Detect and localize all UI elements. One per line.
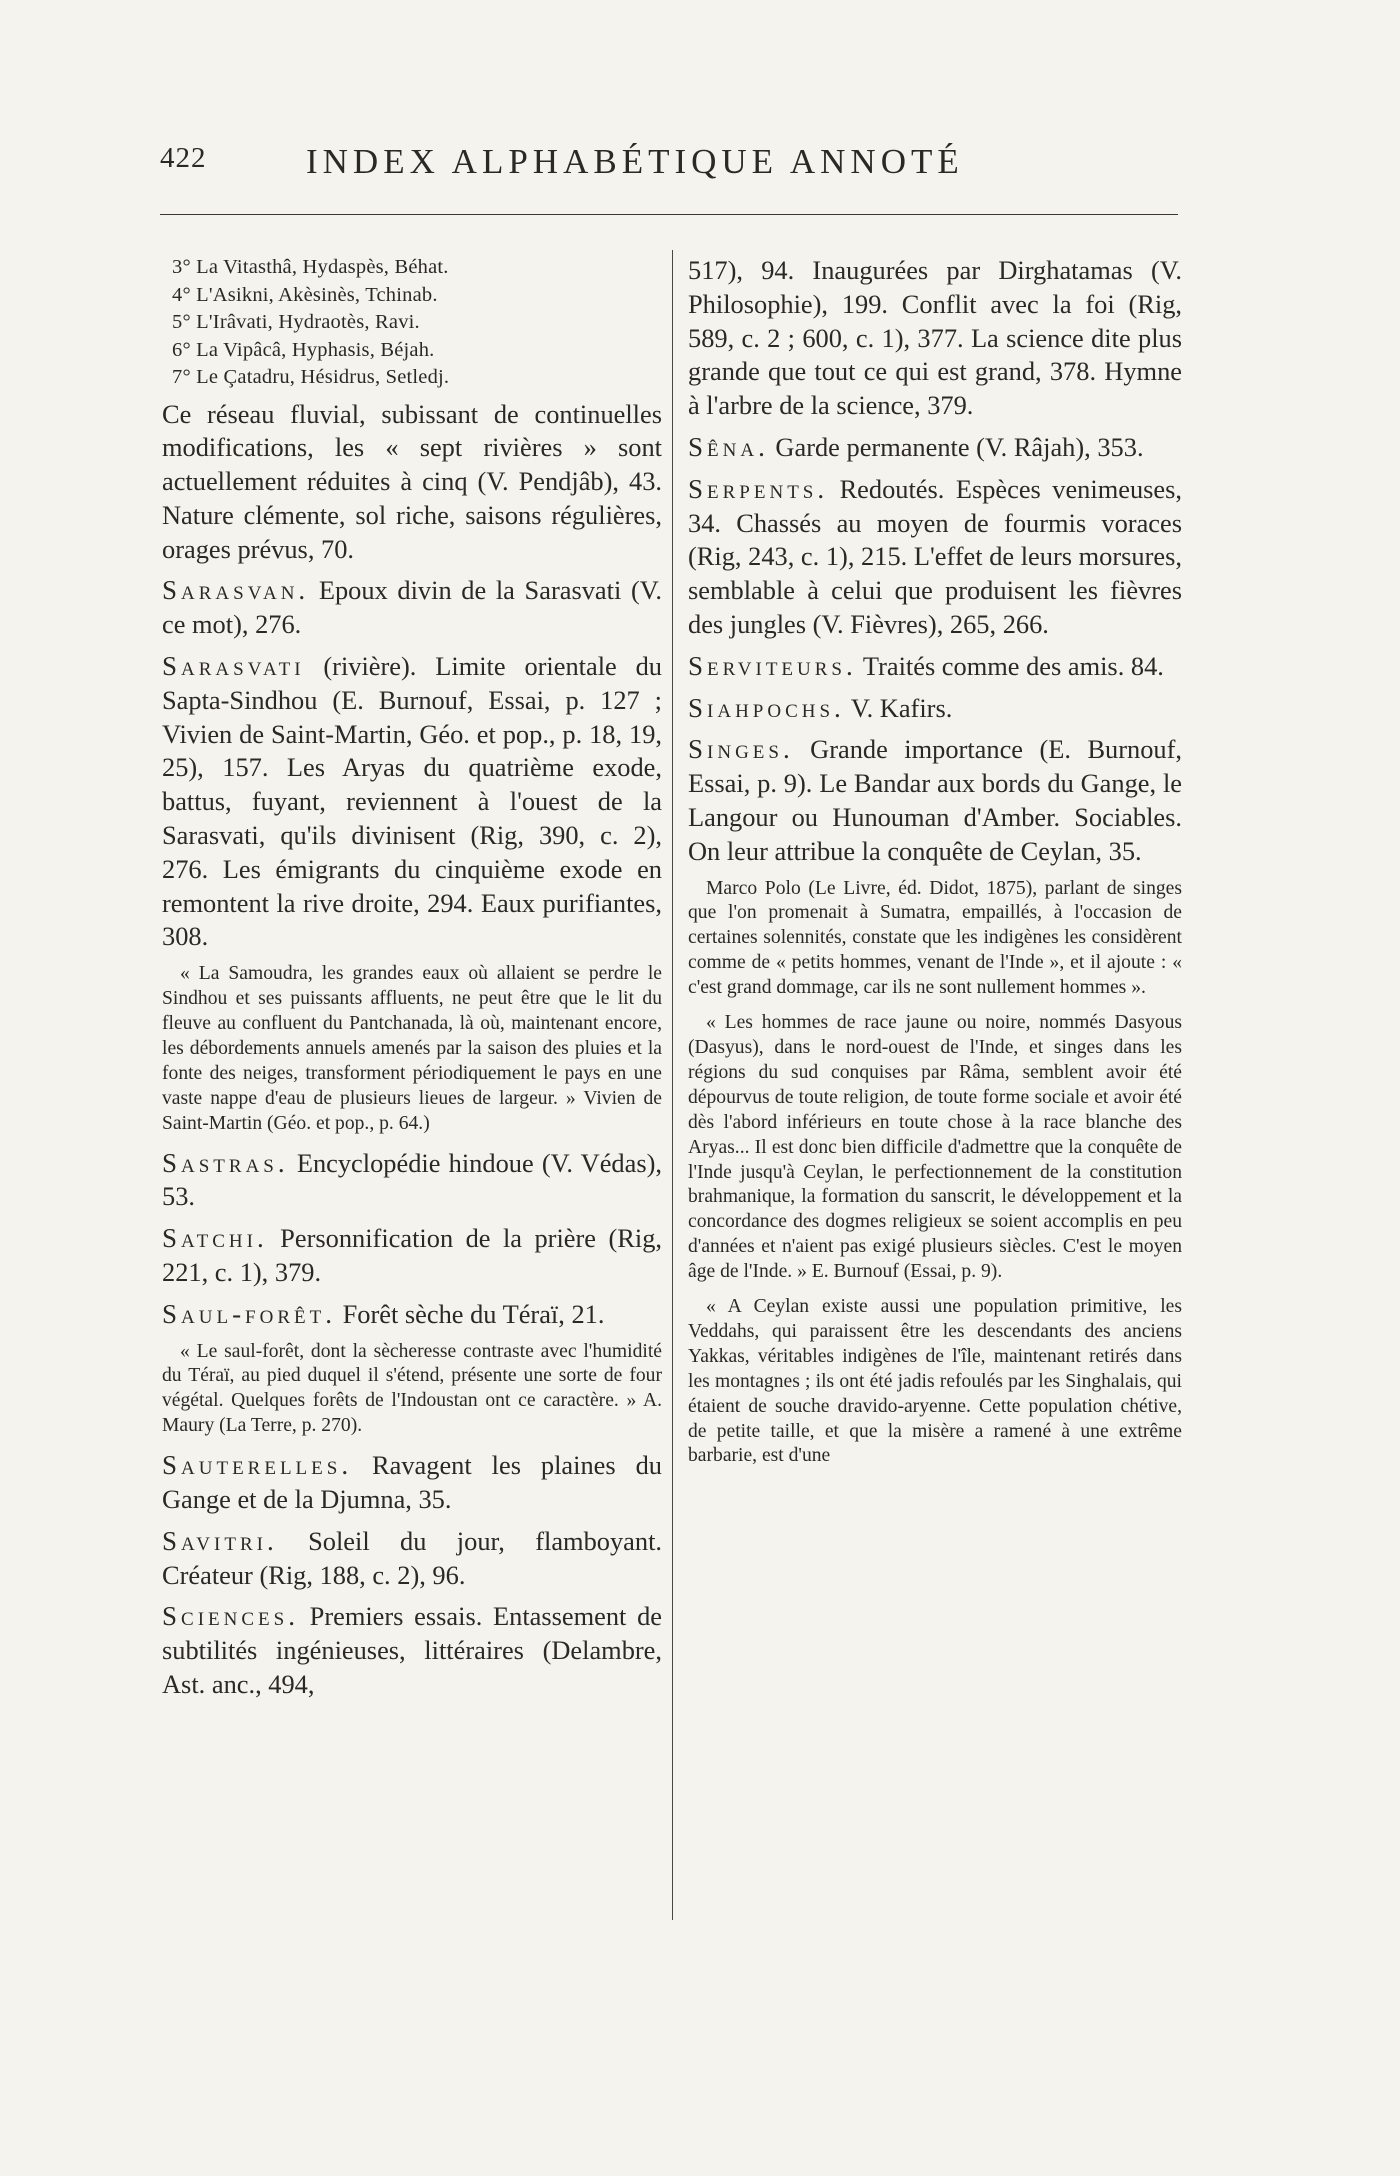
entry-term: Sarasvati (162, 651, 305, 682)
entry-term: Satchi. (162, 1223, 268, 1254)
entry-serviteurs (688, 650, 1182, 684)
entry-serpents (688, 473, 1182, 642)
entry-sarasvati (162, 650, 662, 954)
entry-satchi (162, 1222, 662, 1290)
entry-term: Serviteurs. (688, 650, 857, 681)
entry-text: Encyclopédie hindoue (V. Védas), 53. (162, 1147, 662, 1212)
entry-text: V. Kafirs. (844, 692, 953, 723)
entry-singes (688, 733, 1182, 868)
entry-term: Sciences. (162, 1601, 299, 1632)
entry-text: Redoutés. Espèces venimeuses, 34. Chassés au moyen de fourmis voraces (Rig, 243, c. 1), 215. L'effet de leurs morsures, semblable à celui que produisent les fièvres des jungles (V. Fièvres), 265, 266. (688, 473, 1182, 639)
river-item: 5° L'Irâvati, Hydraotès, Ravi. (172, 311, 420, 333)
footnote-singes-2: « Les hommes de race jaune ou noire, nommés Dasyous (Dasyus), dans le nord-ouest de l'Inde, et singes dans les régions du sud conquises par Râma, semblent avoir été dépourvus de toute religion, de toute forme sociale et avoir été dès l'abord inférieurs en toute chose à la race blanche des Aryas... Il est donc bien difficile d'admettre que la conquête de l'Inde jusqu'à Ceylan, le perfectionnement de la constitution brahmanique, la formation du sanscrit, le développement et la concordance des dogmes religieux se soient accomplis en peu d'années et n'aient pas exigé plusieurs siècles. C'est le moyen âge de l'Inde. » E. Burnouf (Essai, p. 9). (688, 1012, 1182, 1283)
entry-sauterelles (162, 1449, 662, 1517)
footnote-saul: « Le saul-forêt, dont la sècheresse contraste avec l'humidité du Téraï, au pied duquel il s'étend, présente une sorte de four végétal. Quelques forêts de l'Indoustan ont ce caractère. » A. Maury (La Terre, p. 270). (162, 1340, 662, 1437)
entry-term: Sarasvan. (162, 575, 310, 606)
river-list (162, 254, 662, 392)
left-column (162, 254, 662, 1702)
page-header (160, 142, 1180, 182)
river-item: 4° L'Asikni, Akèsinès, Tchinab. (172, 283, 438, 306)
entry-term: Saul-forêt. (162, 1298, 336, 1329)
entry-text: Soleil du jour, flamboyant. Créateur (Rig, 188, c. 2), 96. (162, 1525, 662, 1590)
river-item: 6° La Vipâcâ, Hyphasis, Béjah. (172, 338, 435, 361)
entry-text: Ravagent les plaines du Gange et de la Djumna, 35. (162, 1450, 662, 1514)
footnote-singes-1: Marco Polo (Le Livre, éd. Didot, 1875), parlant de singes que l'on promenait à Sumatra, empaillés, à l'occasion de certaines solennités, constate que les indigènes les considèrent comme de « petits hommes, venant de l'Inde », et il ajoute : « c'est grand dommage, car ils ne sont nullement hommes ». (688, 877, 1182, 999)
entry-text: Forêt sèche du Téraï, 21. (335, 1298, 605, 1329)
entry-text: Grande importance (E. Burnouf, Essai, p. 9). Le Bandar aux bords du Gange, le Langour ou Hunouman d'Amber. Sociables. On leur attribue la conquête de Ceylan, 35. (688, 734, 1182, 866)
entry-term: Savitri. (162, 1525, 278, 1556)
page-number: 422 (160, 142, 207, 174)
river-paragraph: Ce réseau fluvial, subissant de continuelles modifications, les « sept rivières » sont actuellement réduites à cinq (V. Pendjâb), 43. Nature clémente, sol riche, saisons régulières, orages prévus, 70. (162, 398, 662, 564)
entry-saul-foret (162, 1298, 662, 1332)
header-rule (160, 214, 1178, 215)
entry-siahpochs (688, 692, 1182, 726)
entry-text: (rivière). Limite orientale du Sapta-Sindhou (E. Burnouf, Essai, p. 127 ; Vivien de Saint-Martin, Géo. et pop., p. 18, 19, 25), 157. Les Aryas du quatrième exode, battus, fuyant, reviennent à l'ouest de la Sarasvati, qu'ils divinisent (Rig, 390, c. 2), 276. Les émigrants du cinquième exode en remontent la rive droite, 294. Eaux purifiantes, 308. (162, 651, 662, 952)
entry-text: Traités comme des amis. 84. (856, 650, 1164, 681)
entry-text: Personnification de la prière (Rig, 221, c. 1), 379. (162, 1223, 662, 1287)
entry-term: Siahpochs. (688, 692, 845, 723)
entry-sarasvan (162, 574, 662, 642)
right-column (688, 254, 1182, 1479)
entry-term: Sastras. (162, 1147, 289, 1178)
footnote-singes-3: « A Ceylan existe aussi une population primitive, les Veddahs, qui paraissent être les descendants des anciens Yakkas, véritables indigènes de l'île, maintenant retirés dans les montagnes ; ils ont été jadis refoulés par les Singhalais, qui étaient de souche dravido-aryenne. Cette population chétive, de petite taille, et que la misère a ramené à une extrême barbarie, est d'une (688, 1296, 1182, 1467)
entry-text: Premiers essais. Entassement de subtilités ingénieuses, littéraires (Delambre, Ast. anc., 494, (162, 1601, 662, 1699)
entry-sciences (162, 1600, 662, 1701)
entry-term: Sêna. (688, 431, 769, 462)
entry-text: Epoux divin de la Sarasvati (V. ce mot), 276. (162, 575, 662, 640)
river-item: 3° La Vitasthâ, Hydaspès, Béhat. (172, 256, 449, 278)
entry-term: Sauterelles. (162, 1450, 353, 1481)
entry-term: Serpents. (688, 473, 829, 504)
entry-term: Singes. (688, 734, 794, 765)
entry-text: Garde permanente (V. Râjah), 353. (768, 431, 1144, 462)
running-title: INDEX ALPHABÉTIQUE ANNOTÉ (306, 142, 964, 181)
column-divider (672, 250, 673, 1920)
entry-sena (688, 431, 1182, 465)
entry-savitri (162, 1525, 662, 1593)
footnote-sarasvati: « La Samoudra, les grandes eaux où allaient se perdre le Sindhou et ses puissants affluents, ne peut être que le lit du fleuve au confluent du Pantchanada, là où, maintenant encore, les débordements annuels amenés par la saison des pluies et la fonte des neiges, transforment périodiquement le pays en une vaste nappe d'eau de plusieurs lieues de largeur. » Vivien de Saint-Martin (Géo. et pop., p. 64.) (162, 963, 662, 1134)
river-item: 7° Le Çatadru, Hésidrus, Setledj. (172, 366, 450, 388)
entry-sciences-continued: 517), 94. Inaugurées par Dirghatamas (V. Philosophie), 199. Conflit avec la foi (Rig, 589, c. 2 ; 600, c. 1), 377. La science dite plus grande que tout ce qui est grand, 378. Hymne à l'arbre de la science, 379. (688, 255, 1182, 421)
entry-sastras (162, 1147, 662, 1215)
